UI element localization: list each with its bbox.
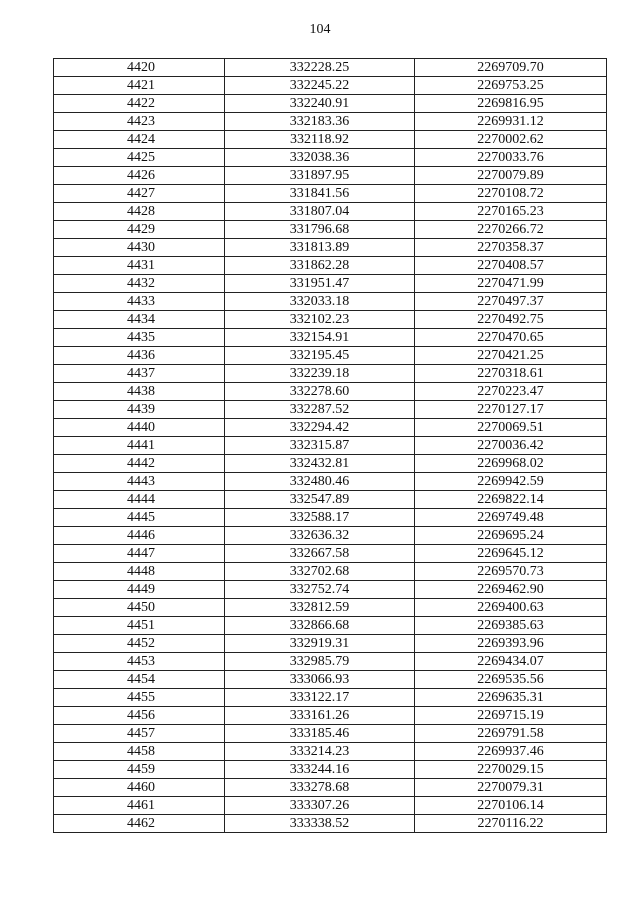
table-row bbox=[54, 131, 607, 149]
x-coordinate-cell: 332033.18 bbox=[225, 293, 415, 311]
x-coordinate-cell: 332636.32 bbox=[225, 527, 415, 545]
x-coordinate-cell: 333244.16 bbox=[225, 761, 415, 779]
table-row bbox=[54, 203, 607, 221]
x-coordinate-cell: 332702.68 bbox=[225, 563, 415, 581]
point-number-cell: 4442 bbox=[54, 455, 225, 473]
point-number-cell: 4439 bbox=[54, 401, 225, 419]
table-row bbox=[54, 167, 607, 185]
table-row bbox=[54, 113, 607, 131]
y-coordinate-cell: 2269645.12 bbox=[415, 545, 607, 563]
x-coordinate-cell: 333066.93 bbox=[225, 671, 415, 689]
table-row bbox=[54, 563, 607, 581]
point-number-cell: 4462 bbox=[54, 815, 225, 833]
table-row bbox=[54, 221, 607, 239]
y-coordinate-cell: 2270036.42 bbox=[415, 437, 607, 455]
table-row bbox=[54, 581, 607, 599]
x-coordinate-cell: 331841.56 bbox=[225, 185, 415, 203]
table-row bbox=[54, 347, 607, 365]
table-row bbox=[54, 293, 607, 311]
x-coordinate-cell: 333307.26 bbox=[225, 797, 415, 815]
y-coordinate-cell: 2269385.63 bbox=[415, 617, 607, 635]
y-coordinate-cell: 2270116.22 bbox=[415, 815, 607, 833]
x-coordinate-cell: 331807.04 bbox=[225, 203, 415, 221]
coordinates-table-body bbox=[54, 59, 607, 833]
y-coordinate-cell: 2270165.23 bbox=[415, 203, 607, 221]
y-coordinate-cell: 2270079.31 bbox=[415, 779, 607, 797]
x-coordinate-cell: 332667.58 bbox=[225, 545, 415, 563]
point-number-cell: 4432 bbox=[54, 275, 225, 293]
y-coordinate-cell: 2269535.56 bbox=[415, 671, 607, 689]
x-coordinate-cell: 333214.23 bbox=[225, 743, 415, 761]
table-row bbox=[54, 617, 607, 635]
table-row bbox=[54, 599, 607, 617]
x-coordinate-cell: 332038.36 bbox=[225, 149, 415, 167]
y-coordinate-cell: 2270069.51 bbox=[415, 419, 607, 437]
x-coordinate-cell: 333278.68 bbox=[225, 779, 415, 797]
y-coordinate-cell: 2269635.31 bbox=[415, 689, 607, 707]
y-coordinate-cell: 2270002.62 bbox=[415, 131, 607, 149]
point-number-cell: 4440 bbox=[54, 419, 225, 437]
x-coordinate-cell: 333161.26 bbox=[225, 707, 415, 725]
point-number-cell: 4446 bbox=[54, 527, 225, 545]
x-coordinate-cell: 332278.60 bbox=[225, 383, 415, 401]
table-row bbox=[54, 653, 607, 671]
table-row bbox=[54, 491, 607, 509]
table-row bbox=[54, 689, 607, 707]
y-coordinate-cell: 2270223.47 bbox=[415, 383, 607, 401]
table-row bbox=[54, 257, 607, 275]
x-coordinate-cell: 331862.28 bbox=[225, 257, 415, 275]
point-number-cell: 4421 bbox=[54, 77, 225, 95]
point-number-cell: 4450 bbox=[54, 599, 225, 617]
point-number-cell: 4458 bbox=[54, 743, 225, 761]
x-coordinate-cell: 332154.91 bbox=[225, 329, 415, 347]
table-row bbox=[54, 365, 607, 383]
x-coordinate-cell: 332240.91 bbox=[225, 95, 415, 113]
y-coordinate-cell: 2270108.72 bbox=[415, 185, 607, 203]
table-row bbox=[54, 707, 607, 725]
point-number-cell: 4429 bbox=[54, 221, 225, 239]
y-coordinate-cell: 2269393.96 bbox=[415, 635, 607, 653]
point-number-cell: 4427 bbox=[54, 185, 225, 203]
point-number-cell: 4443 bbox=[54, 473, 225, 491]
table-row bbox=[54, 761, 607, 779]
coordinates-table bbox=[53, 58, 607, 833]
y-coordinate-cell: 2270127.17 bbox=[415, 401, 607, 419]
table-row bbox=[54, 77, 607, 95]
x-coordinate-cell: 331951.47 bbox=[225, 275, 415, 293]
table-row bbox=[54, 59, 607, 77]
x-coordinate-cell: 332118.92 bbox=[225, 131, 415, 149]
x-coordinate-cell: 332239.18 bbox=[225, 365, 415, 383]
x-coordinate-cell: 332866.68 bbox=[225, 617, 415, 635]
page-number: 104 bbox=[309, 22, 331, 37]
point-number-cell: 4434 bbox=[54, 311, 225, 329]
table-row bbox=[54, 383, 607, 401]
y-coordinate-cell: 2269715.19 bbox=[415, 707, 607, 725]
table-row bbox=[54, 311, 607, 329]
x-coordinate-cell: 333338.52 bbox=[225, 815, 415, 833]
x-coordinate-cell: 332183.36 bbox=[225, 113, 415, 131]
table-row bbox=[54, 95, 607, 113]
y-coordinate-cell: 2270492.75 bbox=[415, 311, 607, 329]
point-number-cell: 4451 bbox=[54, 617, 225, 635]
x-coordinate-cell: 332752.74 bbox=[225, 581, 415, 599]
point-number-cell: 4449 bbox=[54, 581, 225, 599]
y-coordinate-cell: 2269709.70 bbox=[415, 59, 607, 77]
table-row bbox=[54, 455, 607, 473]
table-row bbox=[54, 725, 607, 743]
table-row bbox=[54, 779, 607, 797]
table-row bbox=[54, 671, 607, 689]
y-coordinate-cell: 2270497.37 bbox=[415, 293, 607, 311]
x-coordinate-cell: 331796.68 bbox=[225, 221, 415, 239]
x-coordinate-cell: 332547.89 bbox=[225, 491, 415, 509]
table-row bbox=[54, 185, 607, 203]
point-number-cell: 4459 bbox=[54, 761, 225, 779]
y-coordinate-cell: 2270471.99 bbox=[415, 275, 607, 293]
y-coordinate-cell: 2270408.57 bbox=[415, 257, 607, 275]
table-row bbox=[54, 545, 607, 563]
table-row bbox=[54, 419, 607, 437]
y-coordinate-cell: 2270079.89 bbox=[415, 167, 607, 185]
table-row bbox=[54, 509, 607, 527]
y-coordinate-cell: 2270029.15 bbox=[415, 761, 607, 779]
y-coordinate-cell: 2269791.58 bbox=[415, 725, 607, 743]
y-coordinate-cell: 2269400.63 bbox=[415, 599, 607, 617]
x-coordinate-cell: 332432.81 bbox=[225, 455, 415, 473]
table-row bbox=[54, 815, 607, 833]
y-coordinate-cell: 2269931.12 bbox=[415, 113, 607, 131]
x-coordinate-cell: 331897.95 bbox=[225, 167, 415, 185]
point-number-cell: 4445 bbox=[54, 509, 225, 527]
point-number-cell: 4422 bbox=[54, 95, 225, 113]
point-number-cell: 4461 bbox=[54, 797, 225, 815]
x-coordinate-cell: 332228.25 bbox=[225, 59, 415, 77]
table-row bbox=[54, 275, 607, 293]
y-coordinate-cell: 2269942.59 bbox=[415, 473, 607, 491]
table-row bbox=[54, 401, 607, 419]
point-number-cell: 4447 bbox=[54, 545, 225, 563]
point-number-cell: 4437 bbox=[54, 365, 225, 383]
x-coordinate-cell: 332588.17 bbox=[225, 509, 415, 527]
y-coordinate-cell: 2270318.61 bbox=[415, 365, 607, 383]
table-row bbox=[54, 527, 607, 545]
point-number-cell: 4438 bbox=[54, 383, 225, 401]
table-row bbox=[54, 149, 607, 167]
x-coordinate-cell: 332195.45 bbox=[225, 347, 415, 365]
x-coordinate-cell: 332102.23 bbox=[225, 311, 415, 329]
point-number-cell: 4428 bbox=[54, 203, 225, 221]
point-number-cell: 4454 bbox=[54, 671, 225, 689]
table-row bbox=[54, 743, 607, 761]
point-number-cell: 4453 bbox=[54, 653, 225, 671]
point-number-cell: 4455 bbox=[54, 689, 225, 707]
point-number-cell: 4426 bbox=[54, 167, 225, 185]
table-row bbox=[54, 239, 607, 257]
table-row bbox=[54, 797, 607, 815]
y-coordinate-cell: 2270470.65 bbox=[415, 329, 607, 347]
x-coordinate-cell: 332287.52 bbox=[225, 401, 415, 419]
point-number-cell: 4431 bbox=[54, 257, 225, 275]
point-number-cell: 4433 bbox=[54, 293, 225, 311]
table-row bbox=[54, 635, 607, 653]
x-coordinate-cell: 332480.46 bbox=[225, 473, 415, 491]
y-coordinate-cell: 2269968.02 bbox=[415, 455, 607, 473]
point-number-cell: 4420 bbox=[54, 59, 225, 77]
y-coordinate-cell: 2269695.24 bbox=[415, 527, 607, 545]
y-coordinate-cell: 2269822.14 bbox=[415, 491, 607, 509]
point-number-cell: 4452 bbox=[54, 635, 225, 653]
table-row bbox=[54, 329, 607, 347]
x-coordinate-cell: 333185.46 bbox=[225, 725, 415, 743]
point-number-cell: 4424 bbox=[54, 131, 225, 149]
y-coordinate-cell: 2269753.25 bbox=[415, 77, 607, 95]
y-coordinate-cell: 2270033.76 bbox=[415, 149, 607, 167]
point-number-cell: 4460 bbox=[54, 779, 225, 797]
table-row bbox=[54, 437, 607, 455]
y-coordinate-cell: 2270106.14 bbox=[415, 797, 607, 815]
table-row bbox=[54, 473, 607, 491]
x-coordinate-cell: 332985.79 bbox=[225, 653, 415, 671]
point-number-cell: 4425 bbox=[54, 149, 225, 167]
point-number-cell: 4444 bbox=[54, 491, 225, 509]
point-number-cell: 4430 bbox=[54, 239, 225, 257]
y-coordinate-cell: 2269749.48 bbox=[415, 509, 607, 527]
y-coordinate-cell: 2269434.07 bbox=[415, 653, 607, 671]
y-coordinate-cell: 2269937.46 bbox=[415, 743, 607, 761]
x-coordinate-cell: 331813.89 bbox=[225, 239, 415, 257]
x-coordinate-cell: 332812.59 bbox=[225, 599, 415, 617]
x-coordinate-cell: 332245.22 bbox=[225, 77, 415, 95]
point-number-cell: 4435 bbox=[54, 329, 225, 347]
y-coordinate-cell: 2270266.72 bbox=[415, 221, 607, 239]
point-number-cell: 4423 bbox=[54, 113, 225, 131]
point-number-cell: 4457 bbox=[54, 725, 225, 743]
point-number-cell: 4448 bbox=[54, 563, 225, 581]
y-coordinate-cell: 2270358.37 bbox=[415, 239, 607, 257]
x-coordinate-cell: 332315.87 bbox=[225, 437, 415, 455]
point-number-cell: 4441 bbox=[54, 437, 225, 455]
y-coordinate-cell: 2269570.73 bbox=[415, 563, 607, 581]
x-coordinate-cell: 333122.17 bbox=[225, 689, 415, 707]
x-coordinate-cell: 332294.42 bbox=[225, 419, 415, 437]
y-coordinate-cell: 2270421.25 bbox=[415, 347, 607, 365]
point-number-cell: 4456 bbox=[54, 707, 225, 725]
y-coordinate-cell: 2269462.90 bbox=[415, 581, 607, 599]
point-number-cell: 4436 bbox=[54, 347, 225, 365]
x-coordinate-cell: 332919.31 bbox=[225, 635, 415, 653]
y-coordinate-cell: 2269816.95 bbox=[415, 95, 607, 113]
